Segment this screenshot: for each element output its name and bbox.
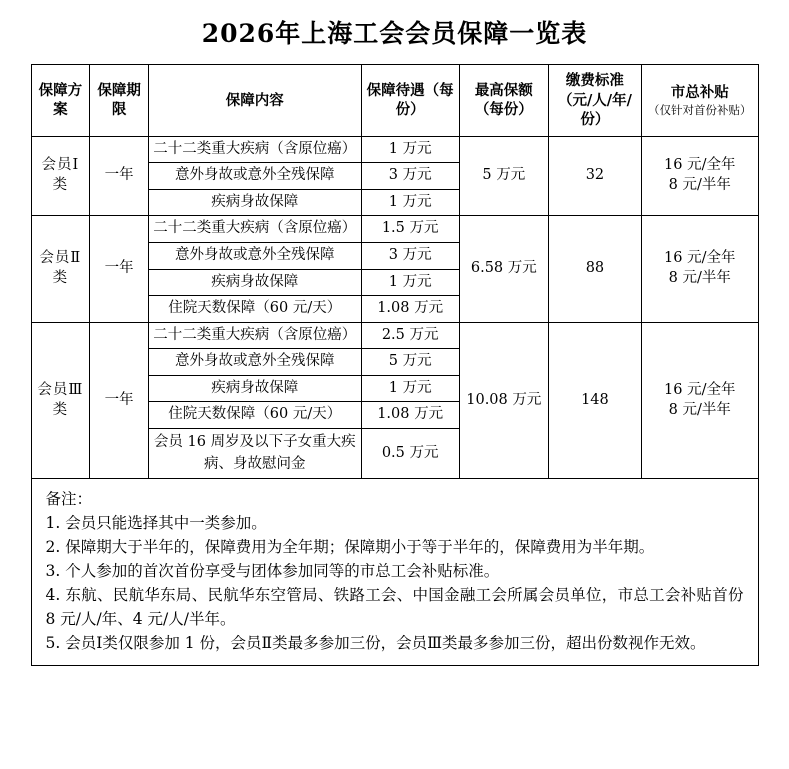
plan-subsidy-3 xyxy=(642,322,759,479)
coverage-benefit: 1.08 万元 xyxy=(361,402,459,429)
plan-name-2: 会员Ⅱ类 xyxy=(31,216,90,322)
coverage-content: 疾病身故保障 xyxy=(148,269,361,296)
coverage-benefit: 1.5 万元 xyxy=(361,216,459,243)
coverage-content: 意外身故或意外全残保障 xyxy=(148,349,361,376)
subsidy-half-2: 8 元/半年 xyxy=(668,270,731,286)
column-header-content: 保障内容 xyxy=(148,65,361,137)
coverage-content: 会员 16 周岁及以下子女重大疾病、身故慰问金 xyxy=(148,428,361,479)
coverage-content: 住院天数保障（60 元/天） xyxy=(148,402,361,429)
plan-fee-2: 88 xyxy=(548,216,641,322)
coverage-content: 住院天数保障（60 元/天） xyxy=(148,296,361,323)
coverage-benefit: 5 万元 xyxy=(361,349,459,376)
plan-name-1: 会员Ⅰ类 xyxy=(31,136,90,216)
plan-term-3: 一年 xyxy=(90,322,149,479)
table-header-row xyxy=(31,65,758,137)
coverage-benefit: 2.5 万元 xyxy=(361,322,459,349)
coverage-benefit: 1 万元 xyxy=(361,189,459,216)
column-header-fee: 缴费标准（元/人/年/份） xyxy=(548,65,641,137)
plan-fee-3: 148 xyxy=(548,322,641,479)
coverage-content: 意外身故或意外全残保障 xyxy=(148,163,361,190)
table-body xyxy=(31,136,758,479)
coverage-content: 疾病身故保障 xyxy=(148,375,361,402)
plan-subsidy-2 xyxy=(642,216,759,322)
subsidy-half-1: 8 元/半年 xyxy=(668,177,731,194)
table-row xyxy=(31,216,758,243)
document-page xyxy=(0,14,789,769)
coverage-benefit: 0.5 万元 xyxy=(361,428,459,479)
coverage-content: 二十二类重大疾病（含原位癌） xyxy=(148,322,361,349)
coverage-benefit: 1 万元 xyxy=(361,375,459,402)
column-header-subsidy-note: （仅针对首份补贴） xyxy=(648,102,752,117)
column-header-max: 最高保额（每份） xyxy=(459,65,548,137)
note-item-5: 5. 会员Ⅰ类仅限参加 1 份，会员Ⅱ类最多参加三份，会员Ⅲ类最多参加三份，超出份数视作无效。 xyxy=(45,634,706,653)
column-header-term: 保障期限 xyxy=(90,65,149,137)
column-header-benefit: 保障待遇（每份） xyxy=(361,65,459,137)
insurance-table xyxy=(31,64,759,479)
column-header-subsidy xyxy=(642,65,759,137)
notes-section xyxy=(31,479,759,666)
plan-name-3: 会员Ⅲ类 xyxy=(31,322,90,479)
subsidy-annual-1: 16 元/全年 xyxy=(664,157,736,174)
coverage-benefit: 3 万元 xyxy=(361,242,459,269)
column-header-subsidy-label: 市总补贴 xyxy=(670,84,729,102)
page-title: 2026年上海工会会员保障一览表 xyxy=(201,19,588,48)
subsidy-annual-2: 16 元/全年 xyxy=(664,250,736,267)
plan-max-amount-3: 10.08 万元 xyxy=(459,322,548,479)
plan-term-1: 一年 xyxy=(90,136,149,216)
column-header-plan: 保障方案 xyxy=(31,65,90,137)
table-row xyxy=(31,136,758,163)
plan-term-2: 一年 xyxy=(90,216,149,322)
notes-title: 备注： xyxy=(45,490,93,509)
coverage-benefit: 1 万元 xyxy=(361,136,459,163)
note-item-3: 3. 个人参加的首次首份享受与团体参加同等的市总工会补贴标准。 xyxy=(45,562,500,581)
coverage-content: 二十二类重大疾病（含原位癌） xyxy=(148,136,361,163)
coverage-content: 二十二类重大疾病（含原位癌） xyxy=(148,216,361,243)
coverage-benefit: 1 万元 xyxy=(361,269,459,296)
coverage-benefit: 1.08 万元 xyxy=(361,296,459,323)
plan-max-amount-1: 5 万元 xyxy=(459,136,548,216)
subsidy-half-3: 8 元/半年 xyxy=(668,401,731,418)
note-item-2: 2. 保障期大于半年的，保障费用为全年期；保障期小于等于半年的，保障费用为半年期。 xyxy=(45,538,655,557)
coverage-content: 意外身故或意外全残保障 xyxy=(148,242,361,269)
coverage-benefit: 3 万元 xyxy=(361,163,459,190)
plan-max-amount-2: 6.58 万元 xyxy=(459,216,548,322)
table-header xyxy=(31,65,758,137)
coverage-content: 疾病身故保障 xyxy=(148,189,361,216)
plan-subsidy-1 xyxy=(642,136,759,216)
note-item-4: 4. 东航、民航华东局、民航华东空管局、铁路工会、中国金融工会所属会员单位，市总工会补贴首份 8 元/人/年、4 元/人/半年。 xyxy=(45,586,744,629)
plan-fee-1: 32 xyxy=(548,136,641,216)
note-item-1: 1. 会员只能选择其中一类参加。 xyxy=(45,514,267,533)
table-row xyxy=(31,322,758,349)
subsidy-annual-3: 16 元/全年 xyxy=(664,381,736,398)
